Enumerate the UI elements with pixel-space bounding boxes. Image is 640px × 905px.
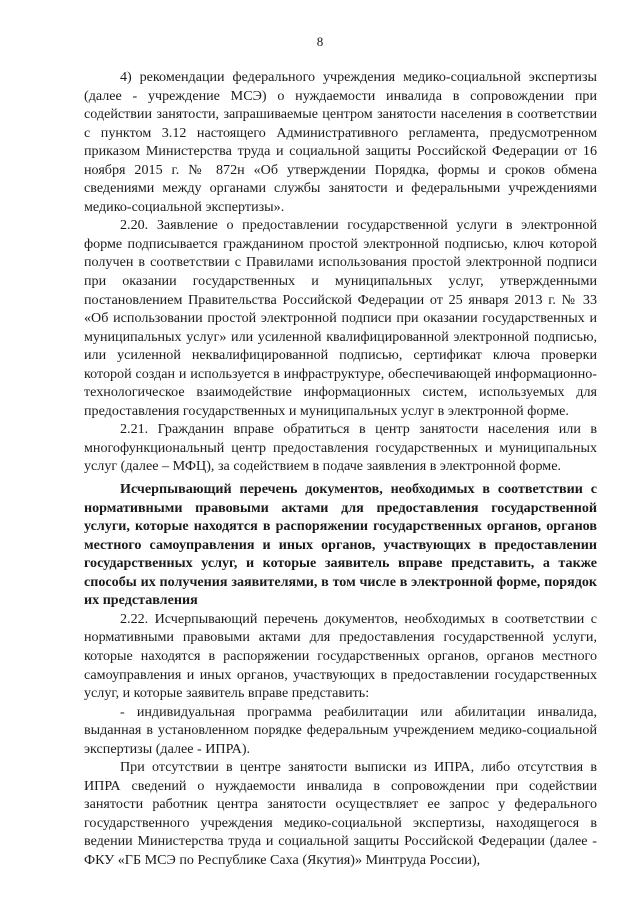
page-number: 8 <box>316 34 324 49</box>
list-item-ipra: - индивидуальная программа реабилитации или абилитации инвалида, выданная в установленном порядке федеральным учреждением медико-социальной экспертизы (далее - ИПРА). <box>84 703 597 757</box>
document-body <box>84 68 597 870</box>
paragraph-2-22-documents-list: 2.22. Исчерпывающий перечень документов, необходимых в соответствии с нормативными правовыми актами для предоставления государственной услуги, которые находятся в распоряжении государственных органов, органов местного самоуправления и иных органов, участвующих в предоставлении государственных услуг, и которые заявитель вправе представить: <box>84 610 597 702</box>
section-heading-documents-list: Исчерпывающий перечень документов, необходимых в соответствии с нормативными правовыми актами для предоставления государственной услуги, которые находятся в распоряжении государственных органов, органов местного самоуправления и иных органов, участвующих в предоставлении государственных услуг, и которые заявитель вправе представить, а также способы их получения заявителями, в том числе в электронной форме, порядок их представления <box>84 481 597 609</box>
paragraph-ipra-absence: При отсутствии в центре занятости выписки из ИПРА, либо отсутствия в ИПРА сведений о нуждаемости инвалида в сопровождении при содействии занятости работник центра занятости осуществляет ее запрос у федерального государственного учреждения медико-социальной экспертизы, находящегося в ведении Министерства труда и социальной защиты Российской Федерации (далее - ФКУ «ГБ МСЭ по Республике Саха (Якутия)» Минтруда России), <box>84 759 597 868</box>
paragraph-item-4-mse-recommendations: 4) рекомендации федерального учреждения медико-социальной экспертизы (далее - учреждение МСЭ) о нуждаемости инвалида в сопровождении при содействии занятости, запрашиваемые центром занятости населения в соответствии с пунктом 3.12 настоящего Административного регламента, предусмотренном приказом Министерства труда и социальной защиты Российской Федерации от 16 ноября 2015 г. № 872н «Об утверждении Порядка, формы и сроков обмена сведениями между органами службы занятости и федеральными учреждениями медико-социальной экспертизы». <box>84 69 597 215</box>
paragraph-2-21-mfc-assistance: 2.21. Гражданин вправе обратиться в центр занятости населения или в многофункциональный центр предоставления государственных и муниципальных услуг (далее – МФЦ), за содействием в подаче заявления в электронной форме. <box>84 421 597 475</box>
paragraph-2-20-electronic-signature: 2.20. Заявление о предоставлении государственной услуги в электронной форме подписывается гражданином простой электронной подписью, ключ которой получен в соответствии с Правилами использования простой электронной подписи при оказании государственных и муниципальных услуг, утвержденными постановлением Правительства Российской Федерации от 25 января 2013 г. № 33 «Об использовании простой электронной подписи при оказании государственных и муниципальных услуг» или усиленной квалифицированной электронной подписью, или усиленной неквалифицированной подписью, сертификат ключа проверки которой создан и используется в инфраструктуре, обеспечивающей информационно-технологическое взаимодействие информационных систем, используемых для предоставления государственных и муниципальных услуг в электронной форме. <box>84 217 597 419</box>
